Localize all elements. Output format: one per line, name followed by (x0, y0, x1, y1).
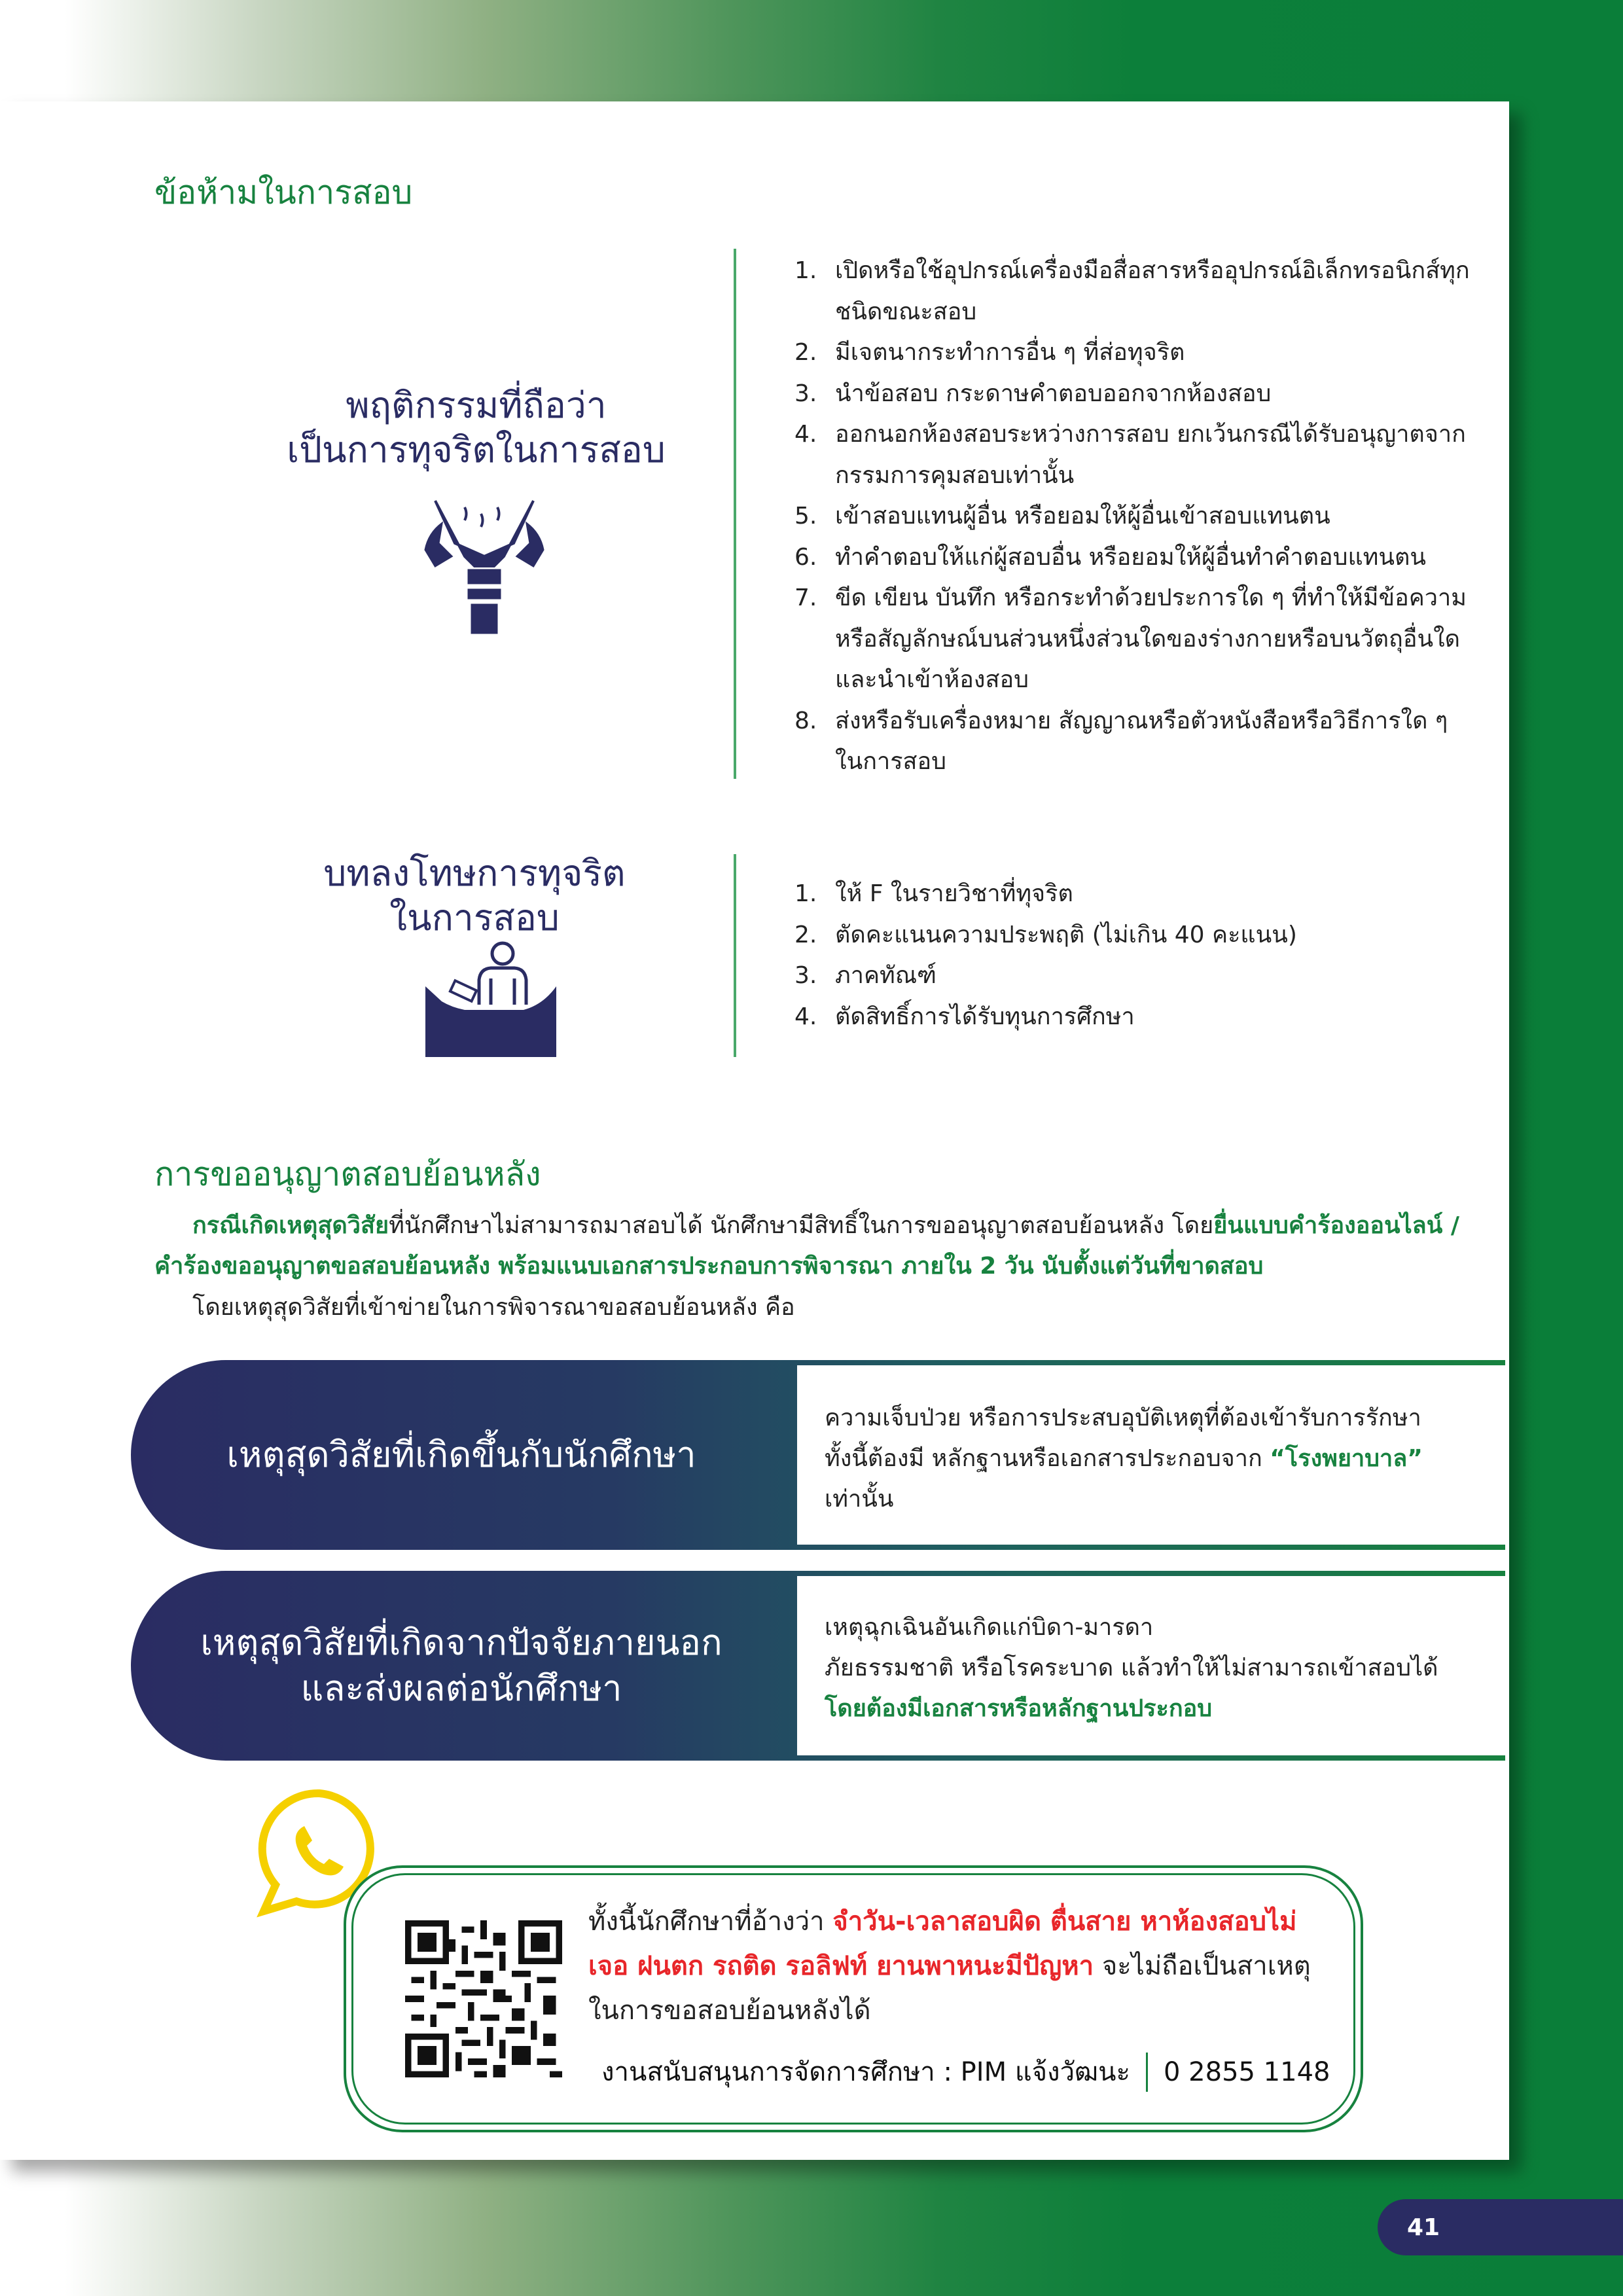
item-text: ตัดคะแนนความประพฤติ (ไม่เกิน 40 คะแนน) (835, 921, 1297, 948)
label-line: เหตุสุดวิสัยที่เกิดจากปัจจัยภายนอก (200, 1622, 722, 1663)
qr-code-icon (405, 1920, 562, 2077)
department-name: งานสนับสนุนการจัดการศึกษา : PIM แจ้งวัฒนะ (601, 2057, 1130, 2087)
list-item (794, 997, 1475, 1038)
label-line: และส่งผลต่อนักศึกษา (300, 1668, 622, 1709)
case-label (131, 1571, 792, 1761)
item-text: ทำคำตอบให้แก่ผู้สอบอื่น หรือยอมให้ผู้อื่นทำคำตอบแทนตน (835, 543, 1427, 571)
item-number: 5. (794, 503, 817, 529)
list-item (794, 956, 1475, 997)
section-title-prohibitions: ข้อห้ามในการสอบ (154, 173, 413, 211)
highlight-text: โดยต้องมีเอกสารหรือหลักฐานประกอบ (825, 1695, 1213, 1722)
body-text: ที่นักศึกษาไม่สามารถมาสอบได้ นักศึกษามีสิทธิ์ในการขออนุญาตสอบย้อนหลัง โดย (389, 1212, 1214, 1239)
person-in-bed-icon (425, 939, 563, 1057)
contact-note (588, 1899, 1328, 2033)
item-text: เปิดหรือใช้อุปกรณ์เครื่องมือสื่อสารหรืออุปกรณ์อิเล็กทรอนิกส์ทุกชนิดขณะสอบ (835, 257, 1470, 325)
detail-line (825, 1689, 1438, 1729)
item-text: ตัดสิทธิ์การได้รับทุนการศึกษา (835, 1003, 1135, 1030)
detail-line: ความเจ็บป่วย หรือการประสบอุบัติเหตุที่ต้องเข้ารับการรักษา (825, 1405, 1421, 1431)
detail-line: เหตุฉุกเฉินอันเกิดแก่บิดา-มารดา (825, 1614, 1154, 1641)
note-text: จะไม่ถือเป็นสาเหตุในการขอสอบย้อนหลังได้ (588, 1951, 1311, 2026)
item-text: เข้าสอบแทนผู้อื่น หรือยอมให้ผู้อื่นเข้าสอบแทนตน (835, 503, 1330, 529)
case-student-card (131, 1360, 1505, 1550)
item-number: 3. (794, 380, 817, 407)
item-number: 3. (794, 962, 817, 989)
divider-line (734, 854, 736, 1057)
item-number: 7. (794, 584, 817, 611)
contact-box (344, 1865, 1363, 2132)
item-number: 4. (794, 421, 817, 448)
item-number: 1. (794, 880, 817, 907)
broken-pencil-icon (416, 494, 553, 638)
cheating-behavior-list (794, 251, 1475, 783)
item-text: ภาคทัณฑ์ (835, 962, 937, 989)
list-item (794, 251, 1475, 332)
makeup-exam-paragraph (154, 1206, 1476, 1287)
item-text: ส่งหรือรับเครื่องหมาย สัญญาณหรือตัวหนังสือหรือวิธีการใด ๆ ในการสอบ (835, 707, 1448, 775)
highlight-text: กรณีเกิดเหตุสุดวิสัย (192, 1212, 389, 1239)
detail-line: ภัยธรรมชาติ หรือโรคระบาด แล้วทำให้ไม่สามารถเข้าสอบได้ (825, 1655, 1438, 1681)
note-warning: จำวัน-เวลาสอบผิด ตื่นสาย หาห้องสอบไม่เจอ ฝนตก รถติด รอลิฟท์ ยานพาหนะมีปัญหา (588, 1907, 1297, 1981)
list-item (794, 915, 1475, 956)
case-detail-text (825, 1607, 1438, 1729)
list-item (794, 701, 1475, 783)
item-number: 4. (794, 1003, 817, 1030)
case-label: เหตุสุดวิสัยที่เกิดขึ้นกับนักศึกษา (226, 1434, 696, 1475)
heading-line: พฤติกรรมที่ถือว่า (346, 384, 607, 426)
divider-line (734, 249, 736, 779)
list-item (794, 414, 1475, 496)
item-number: 6. (794, 543, 817, 571)
contact-footer (601, 2053, 1330, 2092)
divider (1146, 2053, 1148, 2092)
list-item (794, 332, 1475, 374)
list-item (794, 496, 1475, 537)
case-detail-box (797, 1576, 1505, 1755)
item-text: มีเจตนากระทำการอื่น ๆ ที่ส่อทุจริต (835, 339, 1185, 366)
list-item (794, 374, 1475, 415)
item-number: 8. (794, 707, 817, 734)
item-text: นำข้อสอบ กระดาษคำตอบออกจากห้องสอบ (835, 380, 1272, 407)
highlight-text: “โรงพยาบาล” (1270, 1445, 1423, 1472)
heading-line: บทลงโทษการทุจริต (323, 852, 626, 894)
cheating-behavior-heading (262, 383, 690, 472)
case-detail-box (797, 1365, 1505, 1545)
list-item (794, 874, 1475, 915)
case-external-card (131, 1571, 1505, 1761)
page-number: 41 (1378, 2199, 1623, 2255)
heading-line: เป็นการทุจริตในการสอบ (287, 429, 666, 471)
highlight-text: ยื่นแบบคำร้องออนไลน์ / คำร้องขออนุญาตขอสอบย้อนหลัง พร้อมแนบเอกสารประกอบการพิจารณา ภายใน 2 วัน นับตั้งแต่วันที่ขาดสอบ (154, 1212, 1460, 1280)
penalty-heading (281, 851, 668, 940)
item-number: 1. (794, 257, 817, 284)
note-text: ทั้งนี้นักศึกษาที่อ้างว่า (588, 1907, 833, 1937)
section-title-makeup-exam: การขออนุญาตสอบย้อนหลัง (154, 1155, 541, 1193)
list-item (794, 537, 1475, 579)
detail-line (825, 1439, 1423, 1479)
item-text: ออกนอกห้องสอบระหว่างการสอบ ยกเว้นกรณีได้รับอนุญาตจากกรรมการคุมสอบเท่านั้น (835, 421, 1466, 489)
item-number: 2. (794, 339, 817, 366)
penalty-list (794, 874, 1475, 1037)
detail-text: ทั้งนี้ต้องมี หลักฐานหรือเอกสารประกอบจาก (825, 1445, 1270, 1472)
list-item (794, 578, 1475, 701)
item-text: ขีด เขียน บันทึก หรือกระทำด้วยประการใด ๆ ที่ทำให้มีข้อความหรือสัญลักษณ์บนส่วนหนึ่งส่วนใดของร่างกายหรือบนวัตถุอื่นใดและนำเข้าห้องสอบ (835, 584, 1467, 693)
detail-line: เท่านั้น (825, 1486, 894, 1513)
phone-number: 0 2855 1148 (1164, 2057, 1330, 2087)
item-number: 2. (794, 921, 817, 948)
makeup-exam-intro: โดยเหตุสุดวิสัยที่เข้าข่ายในการพิจารณาขอสอบย้อนหลัง คือ (192, 1294, 795, 1321)
item-text: ให้ F ในรายวิชาที่ทุจริต (835, 880, 1073, 907)
heading-line: ในการสอบ (389, 897, 560, 939)
case-detail-text (825, 1398, 1423, 1520)
